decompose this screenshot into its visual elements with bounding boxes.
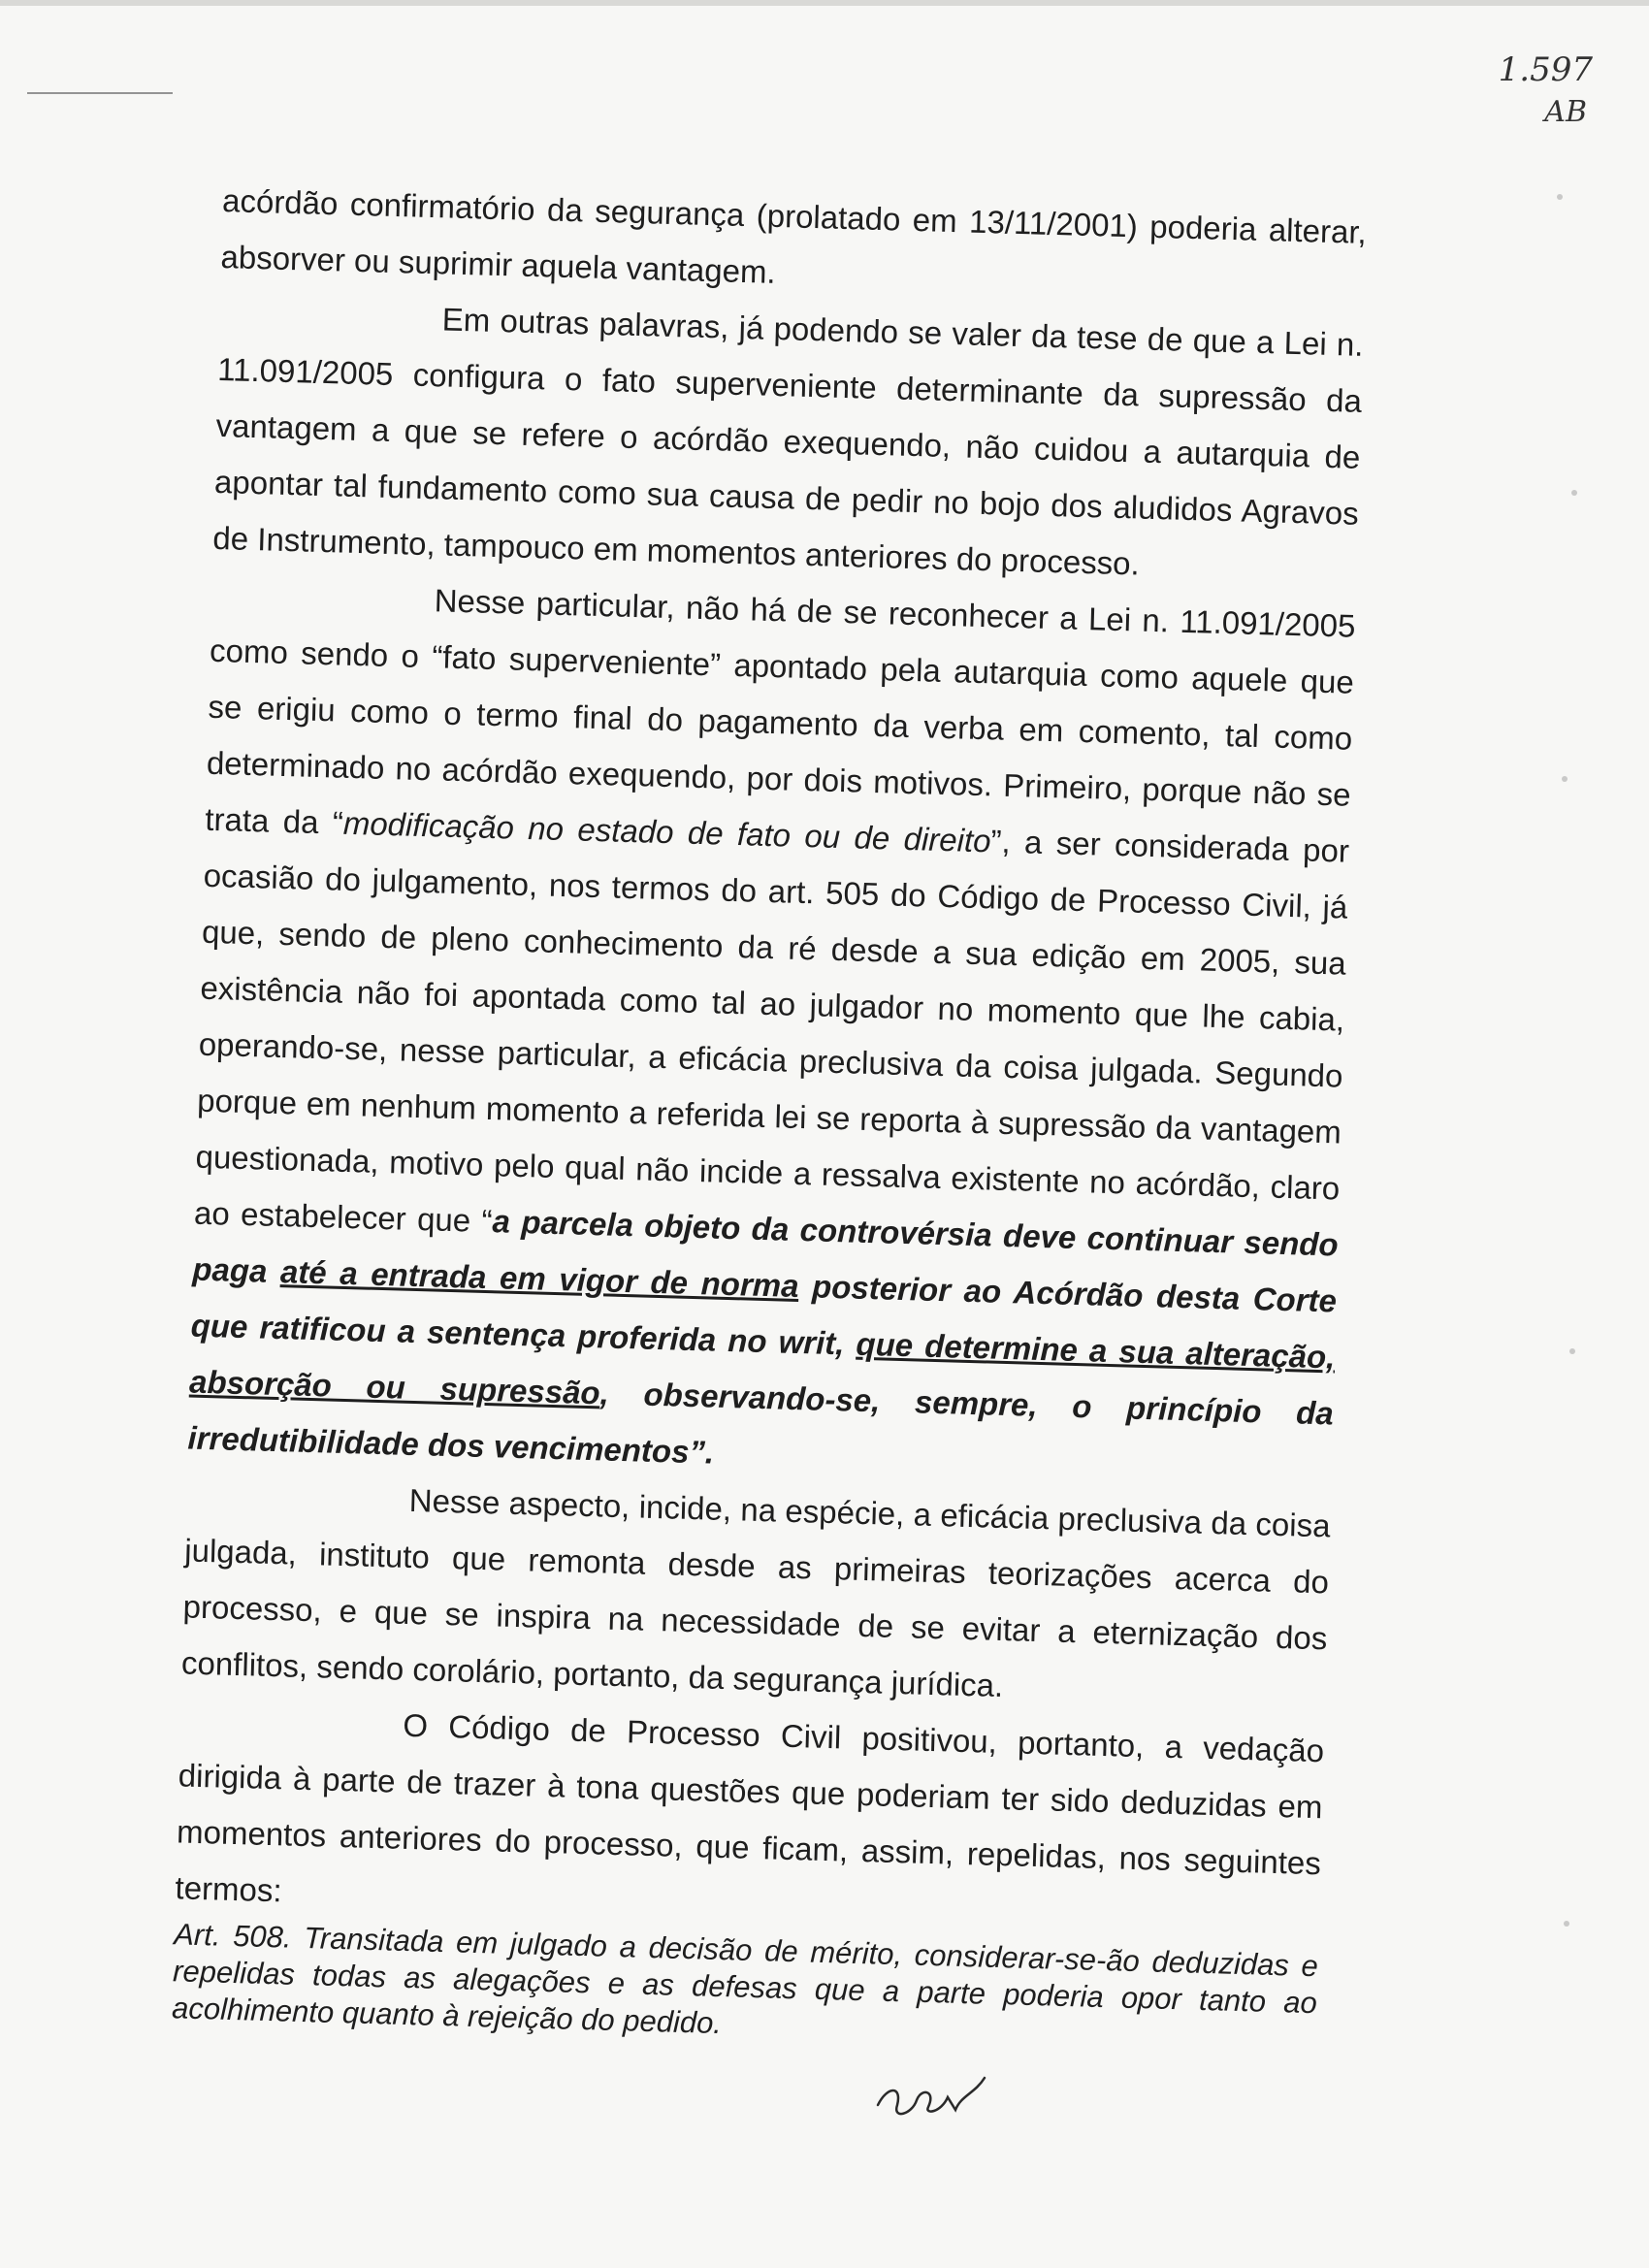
quote-part-3: posterior ao Acórdão desta Corte que ratificou a sentença proferida no writ, xyxy=(190,1268,1338,1362)
document-body xyxy=(172,173,1368,2058)
paragraph-2: Em outras palavras, já podendo se valer da tese de que a Lei n. 11.091/2005 configura o fato superveniente determinante da supressão da vantagem a que se refere o acórdão exequendo, não cuidou a autarquia de apontar tal fundamento como sua causa de pedir no bojo dos aludidos Agravos de Instrumento, tampouco em momentos anteriores do processo. xyxy=(211,301,1365,582)
scan-speck xyxy=(1557,194,1563,200)
paragraph-3 xyxy=(187,567,1356,1499)
paragraph-3-part-b: ”, a ser considerada por ocasião do julgamento, nos termos do art. 505 do Código de Processo Civil, já que, sendo de pleno conhecimento da ré desde a sua edição em 2005, sua existência não foi apontada como tal ao julgador no momento que lhe cabia, operando-se, nesse particular, a eficácia preclusiva da coisa julgada. Segundo porque em nenhum momento a referida lei se reporta à supressão da vantagem questionada, motivo pelo qual não incide a ressalva existente no acórdão, claro ao estabelecer que “ xyxy=(193,823,1350,1240)
paragraph-5: O Código de Processo Civil positivou, portanto, a vedação dirigida à parte de trazer à tona questões que poderiam ter sido deduzidas em momentos anteriores do processo, que ficam, assim, repelidas, nos seguintes termos: xyxy=(175,1706,1325,1909)
paragraph-1: acórdão confirmatório da segurança (prolatado em 13/11/2001) poderia alterar, absorver ou suprimir aquela vantagem. xyxy=(220,181,1368,290)
article-508-quote: Art. 508. Transitada em julgado a decisão de mérito, considerar-se-ão deduzidas e repelidas todas as alegações e as defesas que a parte poderia opor tanto ao acolhimento quanto à rejeição do pedido. xyxy=(171,1917,1319,2041)
corner-pen-mark xyxy=(27,92,173,94)
paragraph-4: Nesse aspecto, incide, na espécie, a eficácia preclusiva da coisa julgada, instituto que remonta desde as primeiras teorizações acerca do processo, e que se inspira na necessidade de se evitar a eternização dos conflitos, sendo corolário, portanto, da segurança jurídica. xyxy=(180,1481,1332,1704)
scan-speck xyxy=(1569,1348,1575,1354)
scan-speck xyxy=(1571,490,1577,496)
handwritten-rubric xyxy=(868,2066,994,2124)
paragraph-3-italic: modificação no estado de fato ou de direito xyxy=(342,804,992,859)
quoted-judgment xyxy=(187,1203,1339,1470)
quote-part-1: a parcela objeto da controvérsia deve continuar sendo paga xyxy=(191,1203,1340,1290)
quote-underlined-2: que determine a sua alteração, absorção ou supressão xyxy=(188,1325,1336,1411)
folio-initials: AB xyxy=(1544,95,1587,129)
scan-speck xyxy=(1564,1921,1569,1927)
quote-part-5: , observando-se, sempre, o princípio da irredutibilidade dos vencimentos”. xyxy=(187,1375,1335,1471)
folio-stamp xyxy=(1499,49,1593,134)
paragraph-3-part-a: Nesse particular, não há de se reconhecer a Lei n. 11.091/2005 como sendo o “fato superveniente” apontado pela autarquia como aquele que se erigiu como o termo final do pagamento da verba em comento, tal como determinado no acórdão exequendo, por dois motivos. Primeiro, porque não se trata da “ xyxy=(204,582,1356,841)
folio-number: 1.597 xyxy=(1498,50,1593,89)
scan-speck xyxy=(1562,776,1568,782)
scan-top-edge xyxy=(0,0,1649,6)
quote-underlined-1: até a entrada em vigor de norma xyxy=(279,1253,800,1305)
